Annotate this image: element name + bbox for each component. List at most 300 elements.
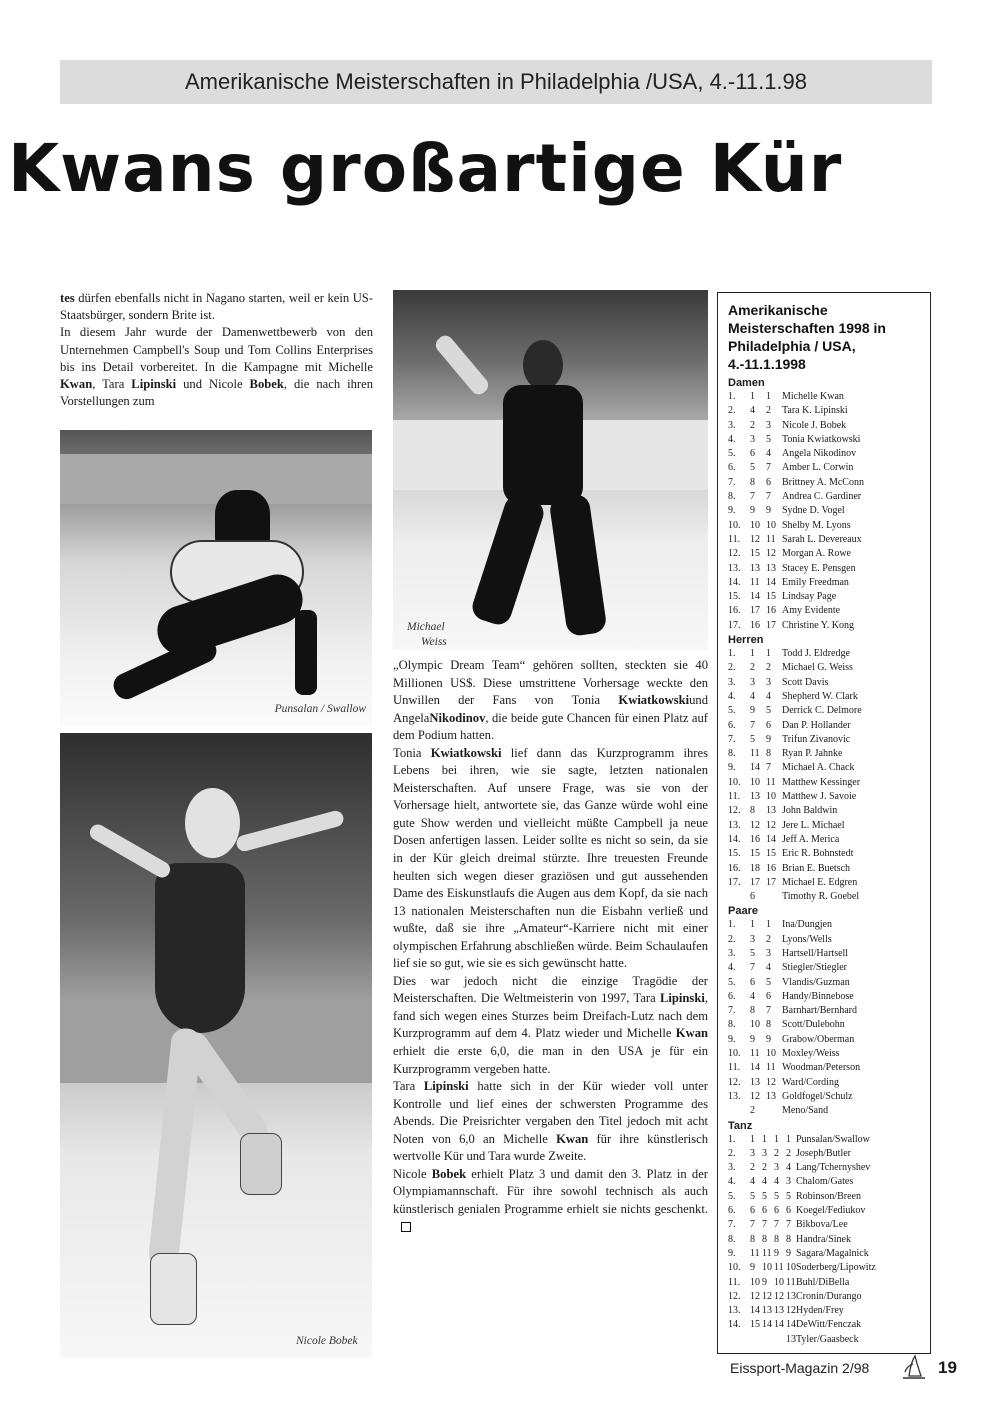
result-placing: 3 — [766, 676, 771, 688]
bold-run: Lipinski — [423, 1079, 469, 1094]
result-placing: 16 — [750, 833, 760, 845]
bold-run: Kwan — [675, 1026, 708, 1041]
text-run: erhielt die erste 6,0, die man in den USA je für ein Kurzprogramm vergeben hatte. — [393, 1044, 708, 1076]
result-placing: 8. — [728, 1019, 736, 1031]
result-placing: 5 — [766, 433, 771, 445]
result-placing: 6 — [766, 719, 771, 731]
result-placing: 8 — [750, 805, 755, 817]
result-name: Bikbova/Lee — [796, 1219, 848, 1231]
result-name: Christine Y. Kong — [782, 619, 854, 631]
result-placing: 12 — [750, 533, 760, 545]
result-placing: 10 — [774, 1276, 784, 1288]
result-row — [728, 604, 924, 618]
result-placing: 12 — [750, 1090, 760, 1102]
skater-figure — [433, 332, 492, 397]
result-placing: 13. — [728, 1305, 741, 1317]
result-placing: 6. — [728, 1205, 736, 1217]
result-placing: 9. — [728, 505, 736, 517]
results-list-herren — [728, 647, 924, 904]
skater-figure — [87, 822, 173, 881]
result-placing: 8. — [728, 491, 736, 503]
result-placing: 13 — [766, 1090, 776, 1102]
result-placing: 1. — [728, 648, 736, 660]
result-placing — [750, 1333, 762, 1347]
result-placing: 3 — [762, 1147, 767, 1159]
result-placing: 9. — [728, 762, 736, 774]
result-name: Tyler/Gaasbeck — [796, 1333, 859, 1345]
result-row — [728, 1133, 924, 1147]
result-placing: 7 — [766, 491, 771, 503]
result-name: Amy Evidente — [782, 605, 841, 617]
result-placing: 13. — [728, 562, 741, 574]
result-placing: 11 — [750, 748, 760, 760]
result-row — [728, 590, 924, 604]
result-placing: 9 — [766, 505, 771, 517]
result-placing: 7 — [750, 719, 755, 731]
result-placing: 9 — [786, 1247, 791, 1259]
result-placing: 6 — [766, 476, 771, 488]
text-run: und Angela — [393, 693, 708, 725]
result-placing: 13 — [766, 562, 776, 574]
result-placing: 15. — [728, 848, 741, 860]
result-row — [728, 876, 924, 890]
result-placing: 6. — [728, 719, 736, 731]
result-placing: 7. — [728, 733, 736, 745]
result-placing: 8 — [766, 1019, 771, 1031]
result-row — [728, 447, 924, 461]
result-placing: 12. — [728, 1076, 741, 1088]
result-placing: 10 — [750, 1019, 760, 1031]
section-title-tanz: Tanz — [728, 1119, 753, 1132]
result-placing: 9 — [762, 1276, 767, 1288]
result-placing: 4 — [766, 690, 771, 702]
result-name: Trifun Zivanovic — [782, 733, 851, 745]
result-placing: 15 — [750, 548, 760, 560]
result-placing: 13 — [766, 805, 776, 817]
result-placing: 16 — [766, 605, 776, 617]
result-row — [728, 1190, 924, 1204]
result-name: Woodman/Peterson — [782, 1062, 861, 1074]
result-row — [728, 790, 924, 804]
col2-paragraph-1 — [393, 657, 708, 745]
caption-bobek: Nicole Bobek — [296, 1335, 358, 1347]
bold-run: Kwan — [556, 1131, 589, 1146]
result-row — [728, 1033, 924, 1047]
result-placing: 13 — [762, 1305, 772, 1317]
result-name: Michelle Kwan — [782, 391, 844, 402]
result-name: Sagara/Magalnick — [796, 1247, 869, 1259]
result-placing: 1 — [766, 391, 771, 402]
result-placing: 6 — [766, 990, 771, 1002]
result-placing: 4. — [728, 433, 736, 445]
result-row — [728, 1018, 924, 1032]
result-name: Barnhart/Bernhard — [782, 1005, 857, 1017]
result-placing: 1 — [750, 919, 755, 931]
column-1-text — [60, 290, 373, 410]
result-placing — [728, 1104, 750, 1118]
result-placing: 4. — [728, 962, 736, 974]
result-name: Sydne D. Vogel — [782, 505, 845, 517]
result-name: Hyden/Frey — [796, 1305, 844, 1317]
result-placing: 9 — [750, 1262, 755, 1274]
result-row — [728, 1175, 924, 1189]
result-row — [728, 562, 924, 576]
result-placing: 14 — [750, 762, 760, 774]
result-placing: 15 — [750, 1319, 760, 1331]
result-placing: 16. — [728, 862, 741, 874]
result-row — [728, 1333, 924, 1347]
result-placing: 10 — [762, 1262, 772, 1274]
result-placing: 3 — [766, 419, 771, 431]
result-placing: 2 — [762, 1162, 767, 1174]
col2-paragraph-3 — [393, 973, 708, 1078]
result-placing: 6 — [750, 1205, 755, 1217]
result-name: Michael G. Weiss — [782, 662, 853, 674]
result-name: Jere L. Michael — [782, 819, 845, 831]
result-name: Ward/Cording — [782, 1076, 839, 1088]
result-placing: 2 — [750, 419, 755, 431]
result-row — [728, 733, 924, 747]
rink-banner — [60, 454, 372, 504]
result-row — [728, 804, 924, 818]
section-title-herren: Herren — [728, 634, 764, 647]
section-title-paare: Paare — [728, 905, 758, 918]
caption-pair: Punsalan / Swallow — [274, 703, 366, 715]
result-placing: 2 — [766, 405, 771, 417]
result-placing: 5 — [750, 1190, 755, 1202]
result-placing: 1 — [786, 1133, 791, 1145]
result-name: Handy/Binnebose — [782, 990, 854, 1002]
result-row — [728, 719, 924, 733]
result-placing — [728, 1333, 750, 1347]
result-name: Vlandis/Guzman — [782, 976, 850, 988]
result-placing: 7 — [750, 491, 755, 503]
skater-figure — [523, 340, 563, 390]
text-run: Tara — [393, 1079, 424, 1094]
result-placing: 16 — [766, 862, 776, 874]
result-name: Stiegler/Stiegler — [782, 962, 847, 974]
result-placing: 9 — [750, 505, 755, 517]
bold-run: Bobek — [249, 377, 284, 392]
result-placing: 12 — [786, 1305, 796, 1317]
result-name: Koegel/Fediukov — [796, 1205, 866, 1217]
col1-paragraph-1 — [60, 290, 373, 324]
results-list-paare — [728, 918, 924, 1118]
col2-paragraph-2 — [393, 745, 708, 973]
result-row — [728, 933, 924, 947]
text-run: und Nicole — [176, 377, 250, 392]
text-run: hatte sich in der Kür wieder voll unter Kontrolle und lief eines der schwersten Programme des Abends. Die Preisrichter vergaben den Titel jedoch mit acht Noten von 6,0 an Michelle — [393, 1079, 708, 1146]
result-name: Michael A. Chack — [782, 762, 855, 774]
result-row — [728, 1218, 924, 1232]
result-name: Amber L. Corwin — [782, 462, 854, 474]
result-row — [728, 533, 924, 547]
result-placing: 11 — [750, 576, 760, 588]
result-placing: 5 — [766, 976, 771, 988]
result-placing: 3 — [786, 1176, 791, 1188]
result-placing: 12. — [728, 548, 741, 560]
result-name: Shepherd W. Clark — [782, 690, 858, 702]
result-row — [728, 1261, 924, 1275]
bold-run: Bobek — [431, 1166, 467, 1181]
photo-michael-weiss — [393, 290, 708, 650]
result-row — [728, 404, 924, 418]
page-number: 19 — [938, 1358, 957, 1377]
footer-magazine: Eissport-Magazin 2/98 — [730, 1360, 870, 1376]
result-name: Sarah L. Devereaux — [782, 533, 862, 545]
result-placing: 17. — [728, 619, 741, 631]
result-placing: 5 — [786, 1190, 791, 1202]
result-name: Punsalan/Swallow — [796, 1133, 870, 1145]
result-placing — [762, 1333, 774, 1347]
result-name: Chalom/Gates — [796, 1176, 854, 1188]
result-placing: 11. — [728, 1062, 741, 1074]
result-placing: 10 — [766, 1048, 776, 1060]
result-row — [728, 576, 924, 590]
result-row — [728, 490, 924, 504]
result-placing: 9. — [728, 1033, 736, 1045]
text-run: erhielt Platz 3 und damit den 3. Platz in der Olympiamannschaft. Für ihre sowohl technisch als auch künstlerisch genialen Programme erhielt sie nichts geschenkt. — [393, 1166, 709, 1216]
text-run: Dies war jedoch nicht die einzige Tragödie der Meisterschaften. Die Weltmeisterin von 1997, Tara — [393, 973, 708, 1006]
results-list-tanz — [728, 1133, 924, 1347]
result-placing: 13. — [728, 819, 741, 831]
result-placing — [766, 1104, 782, 1118]
result-placing: 3. — [728, 676, 736, 688]
result-placing: 3. — [728, 419, 736, 431]
result-placing: 5 — [774, 1190, 779, 1202]
result-placing: 15 — [766, 591, 776, 603]
result-row — [728, 461, 924, 475]
result-placing: 13 — [786, 1333, 796, 1345]
text-run: In diesem Jahr wurde der Damenwettbewerb von den Unternehmen Campbell's Soup und Tom Collins Enterprises bis ins Detail vorbereitet. In die Kampagne mit Michelle — [60, 325, 373, 374]
result-placing: 15 — [750, 848, 760, 860]
result-placing: 5. — [728, 448, 736, 460]
bold-run: tes — [60, 291, 75, 305]
result-placing — [766, 890, 782, 904]
result-placing: 7. — [728, 1219, 736, 1231]
result-placing: 5. — [728, 1190, 736, 1202]
result-placing: 10 — [750, 1276, 760, 1288]
result-placing: 11. — [728, 1276, 741, 1288]
result-row — [728, 947, 924, 961]
result-name: Nicole J. Bobek — [782, 419, 847, 431]
result-placing: 8 — [766, 748, 771, 760]
result-name: Joseph/Butler — [796, 1147, 851, 1159]
kicker-banner — [60, 60, 932, 104]
skate-blade-graphic — [150, 1253, 197, 1325]
result-placing: 1. — [728, 1133, 736, 1145]
result-placing: 2 — [786, 1147, 791, 1159]
result-placing: 16. — [728, 605, 741, 617]
result-name: Andrea C. Gardiner — [782, 491, 862, 503]
result-row — [728, 747, 924, 761]
result-name: Matthew J. Savoie — [782, 791, 857, 803]
bold-run: Kwiatkowski — [618, 693, 690, 708]
result-name: Shelby M. Lyons — [782, 519, 851, 531]
result-row — [728, 390, 924, 404]
result-placing: 14 — [750, 591, 760, 603]
result-placing: 3 — [766, 947, 771, 959]
caption-weiss-line-2: Weiss — [421, 636, 447, 648]
result-placing: 1. — [728, 391, 736, 402]
result-name: DeWitt/Fenczak — [796, 1319, 862, 1331]
result-name: Tara K. Lipinski — [782, 405, 848, 417]
result-placing: 4 — [774, 1176, 779, 1188]
result-placing: 4 — [766, 962, 771, 974]
result-placing: 10. — [728, 519, 741, 531]
result-name: Todd J. Eldredge — [782, 648, 850, 660]
result-name: Scott Davis — [782, 676, 829, 688]
result-placing: 5 — [750, 947, 755, 959]
result-name: Stacey E. Pensgen — [782, 562, 856, 574]
result-placing: 3 — [750, 1147, 755, 1159]
result-placing: 7 — [750, 962, 755, 974]
result-placing: 17. — [728, 876, 741, 888]
result-row — [728, 961, 924, 975]
result-name: Tonia Kwiatkowski — [782, 433, 861, 445]
result-placing: 1 — [774, 1133, 779, 1145]
result-placing: 8. — [728, 748, 736, 760]
result-placing: 1. — [728, 919, 736, 931]
text-run: Tonia — [393, 745, 431, 760]
result-placing: 4 — [750, 990, 755, 1002]
result-name: Moxley/Weiss — [782, 1048, 840, 1060]
photo-ice-dance-pair — [60, 430, 372, 725]
result-name: Lyons/Wells — [782, 933, 832, 945]
result-placing: 9 — [766, 733, 771, 745]
result-row — [728, 1161, 924, 1175]
result-placing: 11 — [750, 1048, 760, 1060]
result-placing: 10 — [766, 791, 776, 803]
result-placing: 1 — [750, 648, 755, 660]
results-list-damen — [728, 390, 924, 633]
result-placing: 6. — [728, 462, 736, 474]
result-name: Jeff A. Merica — [782, 833, 840, 845]
result-name: Cronin/Durango — [796, 1290, 862, 1302]
result-row — [728, 519, 924, 533]
result-placing: 5. — [728, 976, 736, 988]
result-placing: 3. — [728, 947, 736, 959]
result-placing: 12 — [774, 1290, 784, 1302]
result-placing: 12. — [728, 805, 741, 817]
result-placing: 10 — [786, 1262, 796, 1274]
result-row — [728, 1247, 924, 1261]
result-row — [728, 862, 924, 876]
result-placing: 7 — [762, 1219, 767, 1231]
result-name: Derrick C. Delmore — [782, 705, 862, 717]
result-name: Grabow/Oberman — [782, 1033, 855, 1045]
result-placing: 13 — [750, 791, 760, 803]
result-placing: 1 — [766, 919, 771, 931]
result-name: Buhl/DiBella — [796, 1276, 850, 1288]
result-placing: 12 — [750, 1290, 760, 1302]
result-placing: 3 — [774, 1162, 779, 1174]
result-placing: 18 — [750, 862, 760, 874]
result-name: John Baldwin — [782, 805, 838, 817]
result-placing: 4 — [786, 1162, 791, 1174]
result-name: Lang/Tchernyshev — [796, 1162, 871, 1174]
section-title-damen: Damen — [728, 377, 765, 389]
result-row — [728, 1104, 924, 1118]
skater-figure — [295, 610, 317, 695]
result-placing: 2 — [774, 1147, 779, 1159]
text-run: Nicole — [393, 1166, 432, 1181]
result-row — [728, 761, 924, 775]
result-placing: 4 — [766, 448, 771, 460]
result-placing: 6 — [750, 976, 755, 988]
result-placing: 11 — [766, 776, 776, 788]
result-placing: 11. — [728, 533, 741, 545]
result-row — [728, 661, 924, 675]
result-placing: 2 — [766, 933, 771, 945]
result-placing: 7 — [766, 762, 771, 774]
result-name: Goldfogel/Schulz — [782, 1090, 853, 1102]
result-placing: 17 — [766, 619, 776, 631]
col2-paragraph-5 — [393, 1166, 708, 1236]
result-placing: 7 — [750, 1219, 755, 1231]
result-placing: 11 — [750, 1247, 760, 1259]
result-placing: 5 — [750, 733, 755, 745]
bold-run: Lipinski — [131, 377, 177, 392]
result-placing: 9 — [774, 1247, 779, 1259]
result-row — [728, 1233, 924, 1247]
result-row — [728, 619, 924, 633]
result-row — [728, 890, 924, 904]
result-row — [728, 433, 924, 447]
result-placing: 2 — [766, 662, 771, 674]
result-placing: 9. — [728, 1247, 736, 1259]
result-placing: 4 — [750, 1176, 755, 1188]
result-placing: 12 — [766, 819, 776, 831]
result-row — [728, 704, 924, 718]
result-row — [728, 647, 924, 661]
result-row — [728, 1304, 924, 1318]
result-placing: 7 — [774, 1219, 779, 1231]
result-placing: 10 — [750, 519, 760, 531]
result-row — [728, 504, 924, 518]
result-placing: 2 — [750, 1162, 755, 1174]
caption-weiss-line-1: Michael — [407, 621, 445, 633]
result-placing: 17 — [750, 605, 760, 617]
result-placing — [728, 890, 750, 904]
result-placing: 4 — [750, 690, 755, 702]
text-run: lief dann das Kurzprogramm ihres Lebens bei ihren, wie sie sagte, letzten nationalen Meisterschaften. Auf unsere Frage, was sie von der Vorhersage hielt, antwortete sie, das Ganze würde wohl eine gute Show werden und vielleicht müßte Campbell ja neue Dosen anfertigen lassen. Leider sollte es nicht so sein, da sie in der Kür gleich dreimal stürzte. Ihre treuesten Freunde heulten sich wegen dieser graziösen und gut aussehenden Dame des Eiskunstlaufs die Augen aus dem Kopf, da sie nach 13 nationalen Meisterschaften nun die Eisbahn verließ und wußte, daß sie ihre „Amateur“-Karriere nicht mit einer olympischen Erfahrung abschließen würde. Beim Schaulaufen lief sie so gut, wie sie es sich gewünscht hatte. — [393, 745, 708, 971]
result-name: Hartsell/Hartsell — [782, 947, 849, 959]
result-placing: 2. — [728, 662, 736, 674]
result-name: Morgan A. Rowe — [782, 548, 851, 560]
result-placing: 6 — [750, 891, 755, 903]
result-placing: 2. — [728, 405, 736, 417]
result-row — [728, 847, 924, 861]
result-row — [728, 1276, 924, 1290]
text-run: „Olympic Dream Team“ gehören sollten, steckten sie 40 Millionen US$. Diese umstrittene Vorhersage weckte den Unwillen der Fans von Tonia — [393, 658, 708, 708]
result-placing: 14 — [774, 1319, 784, 1331]
result-name: Meno/Sand — [782, 1105, 829, 1117]
result-placing: 7. — [728, 1005, 736, 1017]
result-row — [728, 1318, 924, 1332]
result-name: Michael E. Edgren — [782, 876, 858, 888]
result-placing: 10. — [728, 776, 741, 788]
result-placing: 3 — [750, 433, 755, 445]
result-placing: 8 — [750, 1233, 755, 1245]
kicker-text: Amerikanische Meisterschaften in Philadelphia /USA, 4.-11.1.98 — [184, 69, 808, 94]
result-placing: 13 — [750, 562, 760, 574]
result-row — [728, 918, 924, 932]
result-placing: 9 — [750, 1033, 755, 1045]
result-row — [728, 547, 924, 561]
result-name: Brian E. Buetsch — [782, 862, 851, 874]
result-name: Angela Nikodinov — [782, 448, 857, 460]
